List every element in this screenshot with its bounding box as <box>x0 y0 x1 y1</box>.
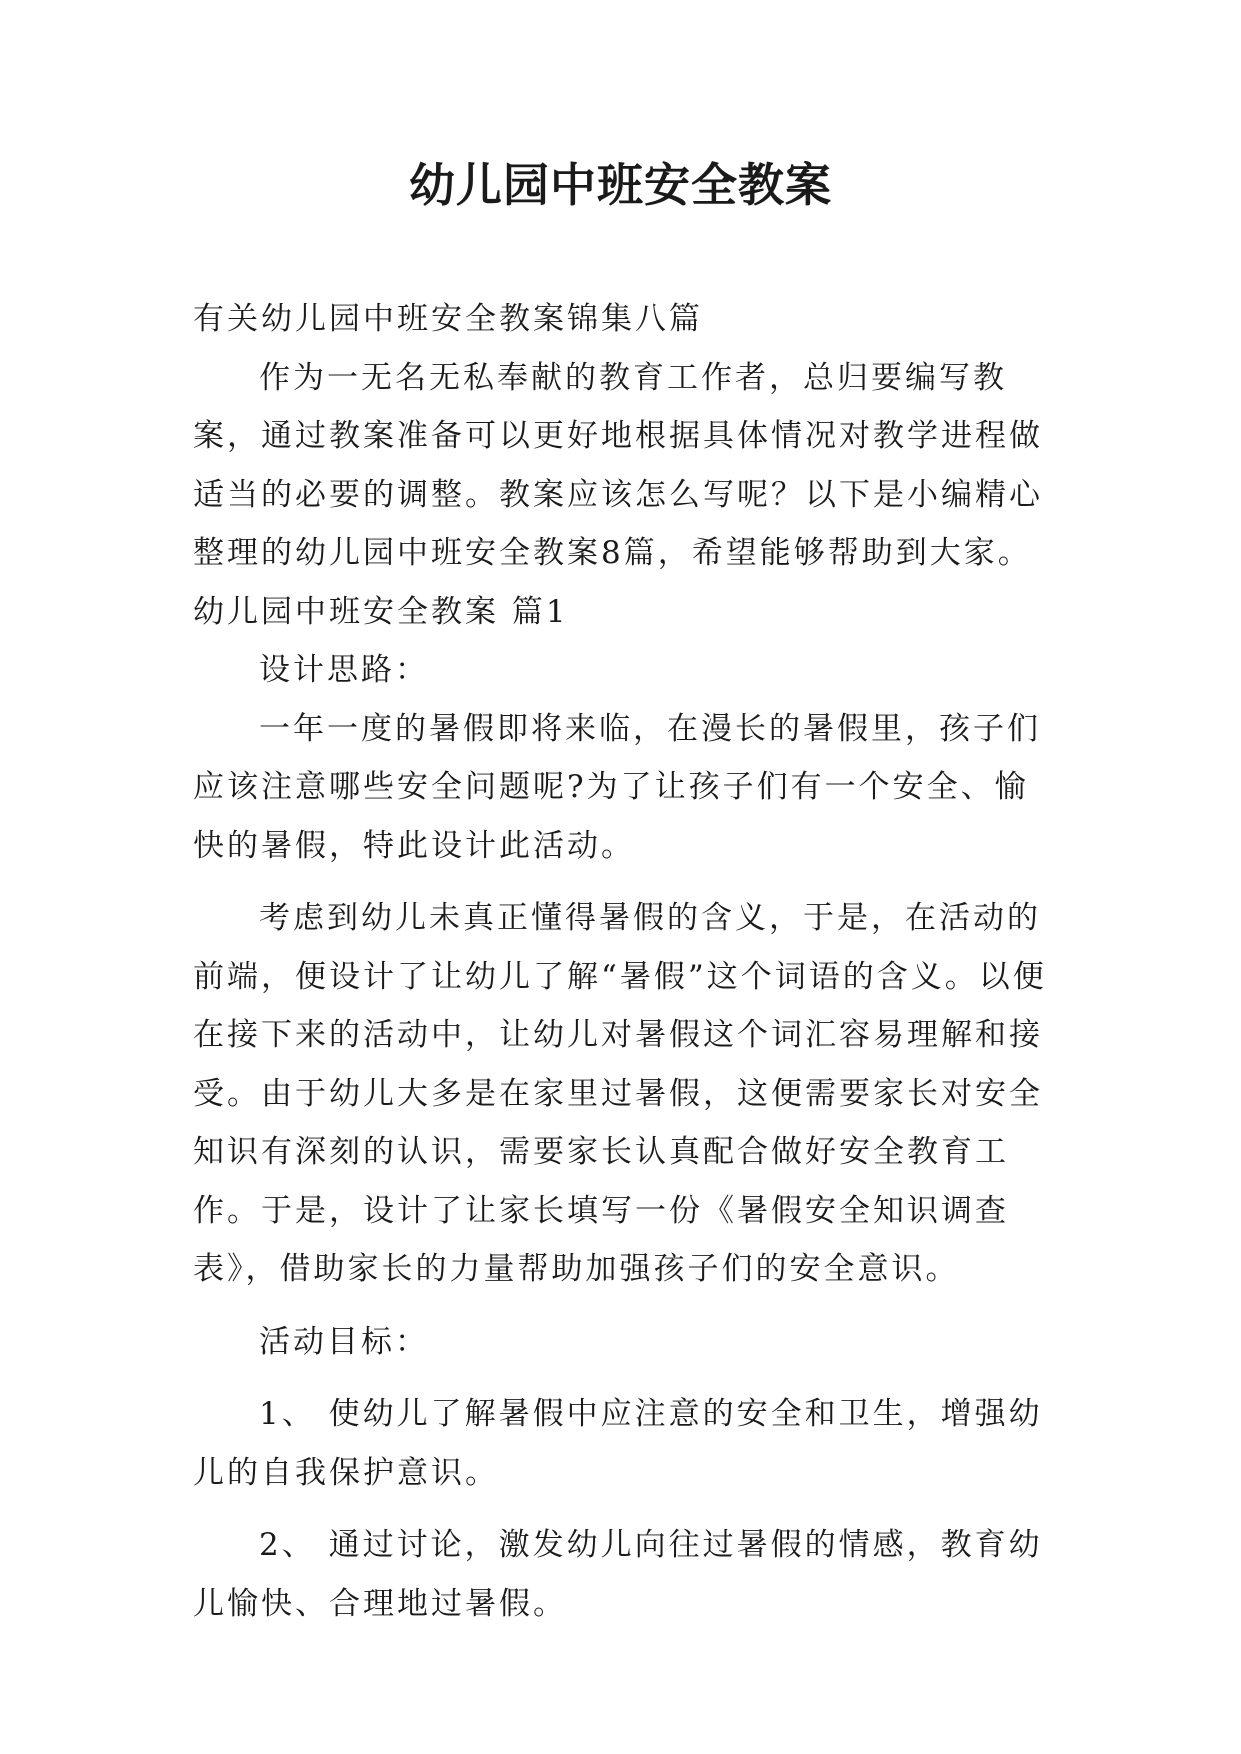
design-idea-heading: 设计思路： <box>259 652 429 688</box>
document-body <box>193 290 1053 1633</box>
design-paragraph-2: 考虑到幼儿未真正懂得暑假的含义，于是，在活动的前端，便设计了让幼儿了解“暑假”这个词语的含义。以便在接下来的活动中，让幼儿对暑假这个词汇容易理解和接受。由于幼儿大多是在家里过暑假，这便需要家长对安全知识有深刻的认识，需要家长认真配合做好安全教育工作。于是，设计了让家长填写一份《暑假安全知识调查表》，借助家长的力量帮助加强孩子们的安全意识。 <box>193 900 1047 1287</box>
section-heading: 幼儿园中班安全教案 篇1 <box>193 593 569 630</box>
objective-item-2: 2、 通过讨论，激发幼儿向往过暑假的情感，教育幼儿愉快、合理地过暑假。 <box>193 1527 1043 1622</box>
objectives-heading: 活动目标： <box>259 1323 429 1360</box>
subtitle-line: 有关幼儿园中班安全教案锦集八篇 <box>193 301 703 337</box>
objective-item-1: 1、 使幼儿了解暑假中应注意的安全和卫生，增强幼儿的自我保护意识。 <box>193 1396 1043 1491</box>
design-paragraph-1: 一年一度的暑假即将来临，在漫长的暑假里，孩子们应该注意哪些安全问题呢?为了让孩子们有一个安全、愉快的暑假，特此设计此活动。 <box>193 710 1041 864</box>
document-title: 幼儿园中班安全教案 <box>409 158 832 212</box>
intro-paragraph: 作为一无名无私奉献的教育工作者，总归要编写教案，通过教案准备可以更好地根据具体情况对教学进程做适当的必要的调整。教案应该怎么写呢？以下是小编精心整理的幼儿园中班安全教案8篇，希望能够帮助到大家。 <box>193 359 1043 571</box>
